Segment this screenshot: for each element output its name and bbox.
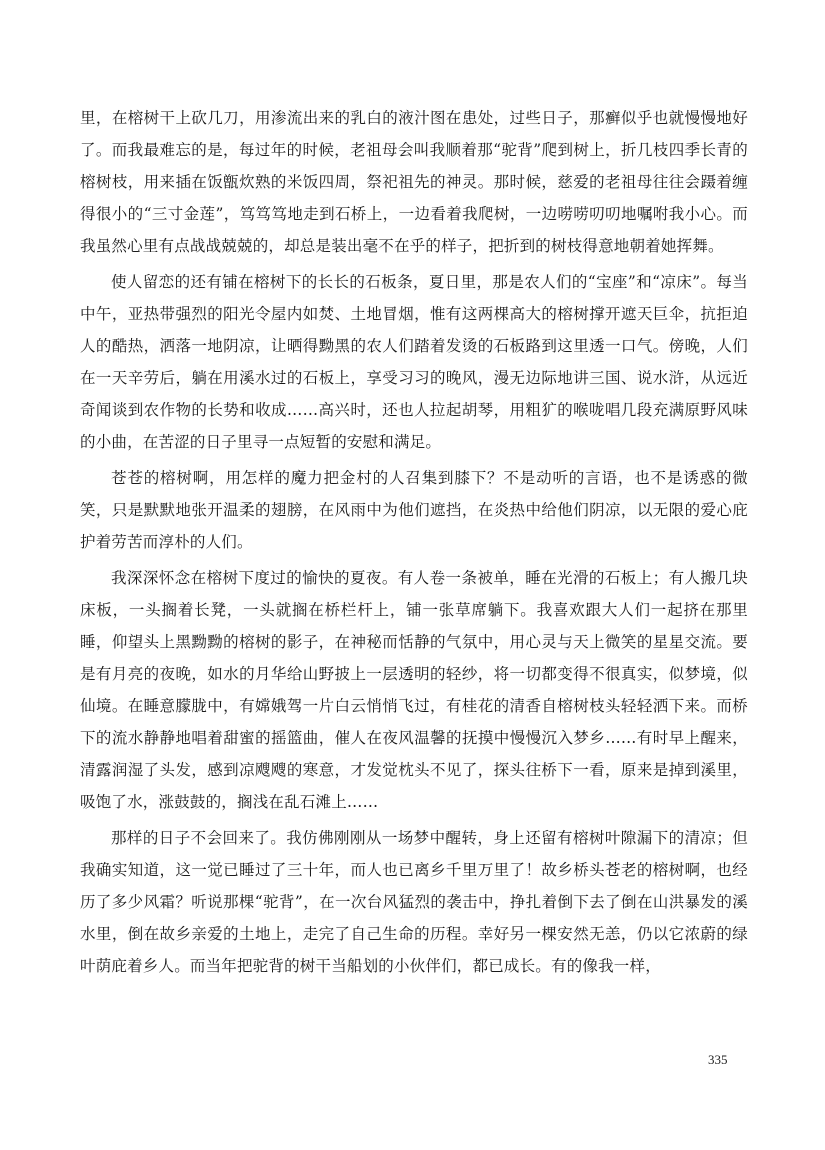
paragraph-2: 使人留恋的还有铺在榕树下的长长的石板条，夏日里，那是农人们的“宝座”和“凉床”。每当中午，亚热带强烈的阳光令屋内如焚、土地冒烟，惟有这两棵高大的榕树撑开遮天巨伞，抗拒迫人的酷热，洒落一地阴凉，让晒得黝黑的农人们踏着发烫的石板路到这里透一口气。傍晚，人们在一天辛劳后，躺在用溪水过的石板上，享受习习的晚风，漫无边际地讲三国、说水浒，从远近奇闻谈到农作物的长势和收成……高兴时，还也人拉起胡琴，用粗犷的喉咙唱几段充满原野风味的小曲，在苦涩的日子里寻一点短暂的安慰和满足。	[80, 273, 748, 451]
page-number: 335	[708, 1052, 728, 1067]
paragraph-5: 那样的日子不会回来了。我仿佛刚刚从一场梦中醒转，身上还留有榕树叶隙漏下的清凉；但我确实知道，这一觉已睡过了三十年，而人也已离乡千里万里了！故乡桥头苍老的榕树啊，也经历了多少风霜？听说那棵“驼背”，在一次台风猛烈的袭击中，挣扎着倒下去了倒在山洪暴发的溪水里，倒在故乡亲爱的土地上，走完了自己生命的历程。幸好另一棵安然无恙，仍以它浓蔚的绿叶荫庇着乡人。而当年把驼背的树干当船划的小伙伴们，都已成长。有的像我一样，	[80, 829, 748, 975]
paragraph-3: 苍苍的榕树啊，用怎样的魔力把金村的人召集到膝下？不是动听的言语，也不是诱惑的微笑，只是默默地张开温柔的翅膀，在风雨中为他们遮挡，在炎热中给他们阴凉，以无限的爱心庇护着劳苦而淳朴的人们。	[80, 469, 748, 551]
paragraph-4: 我深深怀念在榕树下度过的愉快的夏夜。有人卷一条被单，睡在光滑的石板上；有人搬几块床板，一头搁着长凳，一头就搁在桥栏杆上，铺一张草席躺下。我喜欢跟大人们一起挤在那里睡，仰望头上黑黝黝的榕树的影子，在神秘而恬静的气氛中，用心灵与天上微笑的星星交流。要是有月亮的夜晚，如水的月华给山野披上一层透明的轻纱，将一切都变得不很真实，似梦境，似仙境。在睡意朦胧中，有嫦娥驾一片白云悄悄飞过，有桂花的清香自榕树枝头轻轻洒下来。而桥下的流水静静地唱着甜蜜的摇篮曲，催人在夜风温馨的抚摸中慢慢沉入梦乡……有时早上醒来，清露润湿了头发，感到凉飕飕的寒意，才发觉枕头不见了，探头往桥下一看，原来是掉到溪里，吸饱了水，涨鼓鼓的，搁浅在乱石滩上……	[80, 569, 748, 811]
page-body	[80, 102, 748, 982]
paragraph-1: 里，在榕树干上砍几刀，用渗流出来的乳白的液汁图在患处，过些日子，那癣似乎也就慢慢地好了。而我最难忘的是，每过年的时候，老祖母会叫我顺着那“驼背”爬到树上，折几枝四季长青的榕树枝，用来插在饭甑炊熟的米饭四周，祭祀祖先的神灵。那时候，慈爱的老祖母往往会蹑着缠得很小的“三寸金莲”，笃笃笃地走到石桥上，一边看着我爬树，一边唠唠叨叨地嘱咐我小心。而我虽然心里有点战战兢兢的，却总是装出毫不在乎的样子，把折到的树枝得意地朝着她挥舞。	[80, 109, 748, 255]
